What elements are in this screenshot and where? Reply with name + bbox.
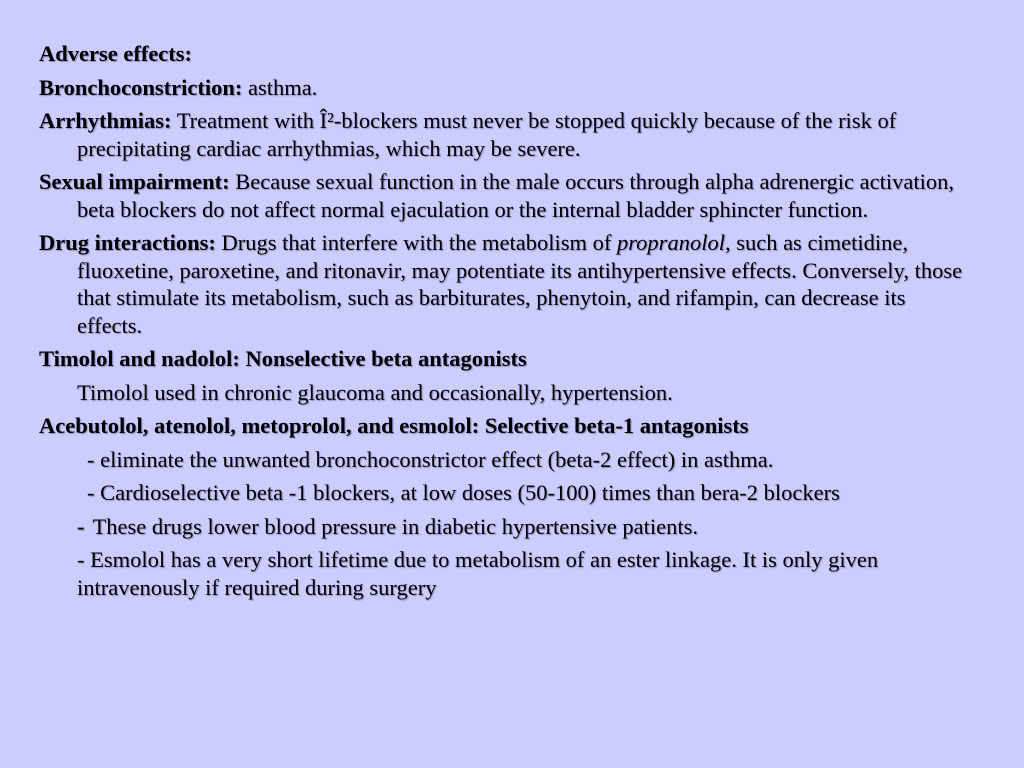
arrhythmias-text: Treatment with Î²-blockers must never be stopped quickly because of the risk of precipitating cardiac arrhythmias, which may be severe. <box>77 108 897 161</box>
drug-interactions-label: Drug interactions: <box>39 230 216 255</box>
heading-adverse-effects: Adverse effects: <box>39 41 193 66</box>
item-arrhythmias <box>39 107 964 162</box>
arrhythmias-label: Arrhythmias: <box>39 108 172 133</box>
sexual-impairment-text: Because sexual function in the male occurs through alpha adrenergic activation, beta blockers do not affect normal ejaculation or the internal bladder sphincter function. <box>77 169 954 222</box>
heading-selective-beta1: Acebutolol, atenolol, metoprolol, and esmolol: Selective beta-1 antagonists <box>39 413 749 438</box>
bronchoconstriction-text: asthma. <box>242 74 318 100</box>
bronchoconstriction-label: Bronchoconstriction: <box>39 74 243 100</box>
item-bronchoconstriction <box>39 74 964 102</box>
drug-interactions-text-before: Drugs that interfere with the metabolism of <box>215 230 618 255</box>
item-sexual-impairment <box>39 168 964 223</box>
item-drug-interactions <box>39 229 964 339</box>
bullet-diabetic-hypertensive <box>39 513 964 541</box>
bullet-dash: - <box>77 513 85 539</box>
bullet-eliminate-bronchoconstrictor: - eliminate the unwanted bronchoconstrictor effect (beta-2 effect) in asthma. <box>87 446 774 472</box>
sexual-impairment-label: Sexual impairment: <box>39 169 230 194</box>
bullet-esmolol: - Esmolol has a very short lifetime due to metabolism of an ester linkage. It is only given intravenously if required during surgery <box>77 547 879 600</box>
drug-interactions-text-after: , such as cimetidine, fluoxetine, paroxetine, and ritonavir, may potentiate its antihypertensive effects. Conversely, those that stimulate its metabolism, such as barbiturates, phenytoin, and rifampin, can decrease its effects. <box>77 230 963 338</box>
drug-name-propranolol: propranolol <box>617 230 725 255</box>
bullet-diabetic-text: These drugs lower blood pressure in diabetic hypertensive patients. <box>92 513 698 539</box>
bullet-cardioselective: - Cardioselective beta -1 blockers, at low doses (50-100) times than bera-2 blockers <box>87 480 840 505</box>
heading-timolol-nadolol: Timolol and nadolol: Nonselective beta antagonists <box>39 346 527 371</box>
timolol-text: Timolol used in chronic glaucoma and occasionally, hypertension. <box>77 379 673 405</box>
